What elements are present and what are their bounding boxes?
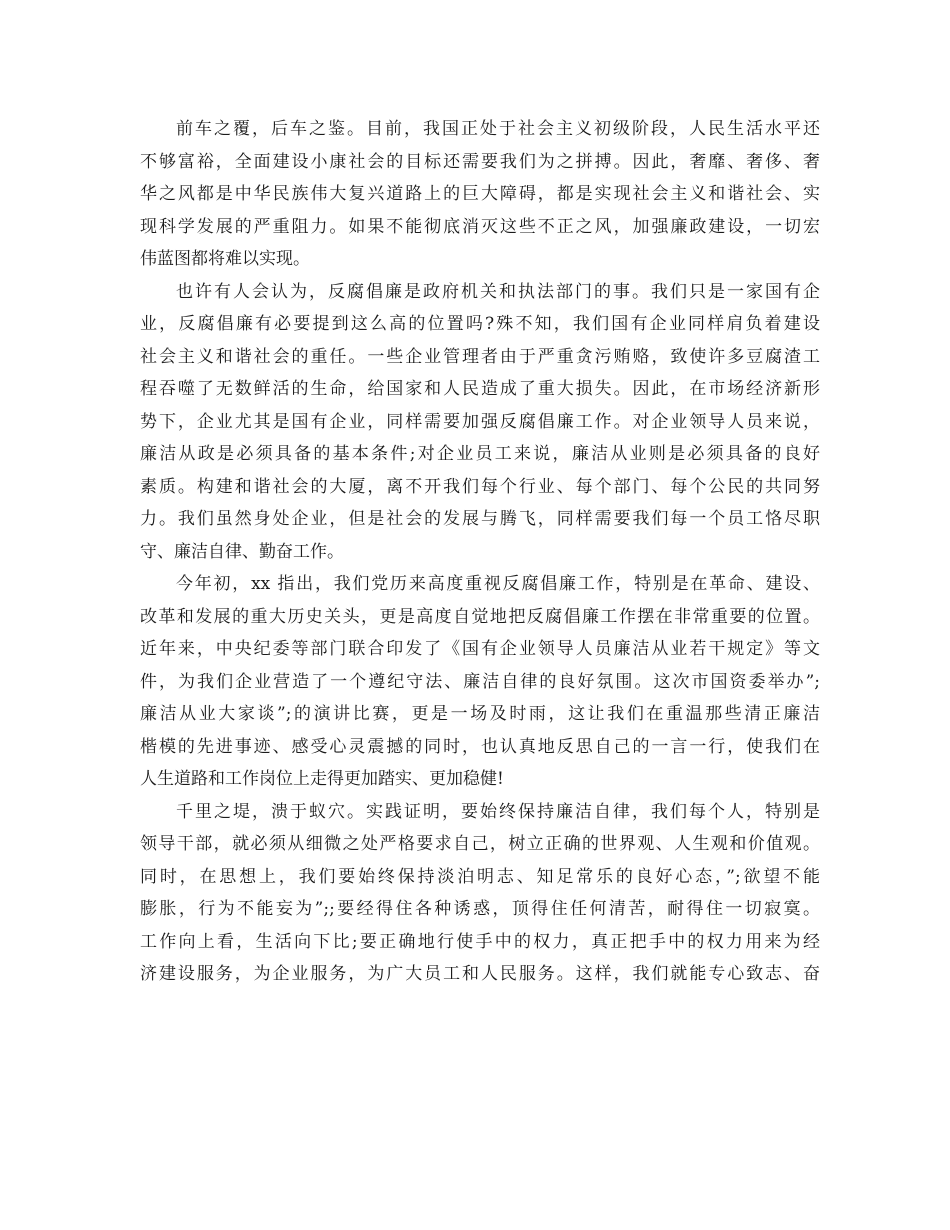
paragraph (140, 568, 820, 796)
text-line: 济建设服务，为企业服务，为广大员工和人民服务。这样，我们就能专心致志、奋 (140, 964, 820, 984)
text-line: 千里之堤，溃于蚁穴。实践证明，要始终保持廉洁自律，我们每个人，特别是 (176, 801, 820, 822)
text-line: 势下，企业尤其是国有企业，同样需要加强反腐倡廉工作。对企业领导人员来说， (140, 411, 820, 432)
text-line: 华之风都是中华民族伟大复兴道路上的巨大障碍，都是实现社会主义和谐社会、实 (140, 184, 820, 204)
text-line: 今年初，xx 指出，我们党历来高度重视反腐倡廉工作，特别是在革命、建设、 (176, 574, 820, 594)
text-line: 廉洁从政是必须具备的基本条件;对企业员工来说，廉洁从业则是必须具备的良好 (140, 444, 820, 464)
text-line: 同时，在思想上，我们要始终保持淡泊明志、知足常乐的良好心态，”;欲望不能 (140, 866, 820, 887)
text-line: 程吞噬了无数鲜活的生命，给国家和人民造成了重大损失。因此，在市场经济新形 (140, 379, 820, 399)
text-line: 工作向上看，生活向下比;要正确地行使手中的权力，真正把手中的权力用来为经 (140, 931, 820, 952)
paragraph (140, 796, 820, 991)
text-line: 力。我们虽然身处企业，但是社会的发展与腾飞，同样需要我们每一个员工恪尽职 (140, 509, 820, 529)
document-body (140, 113, 820, 991)
text-line: 楷模的先进事迹、感受心灵震撼的同时，也认真地反思自己的一言一行，使我们在 (140, 736, 820, 757)
text-line: 守、廉洁自律、勤奋工作。 (140, 541, 344, 562)
text-line: 现科学发展的严重阻力。如果不能彻底消灭这些不正之风，加强廉政建设，一切宏 (140, 216, 820, 237)
text-line: 伟蓝图都将难以实现。 (140, 249, 310, 269)
text-line: 领导干部，就必须从细微之处严格要求自己，树立正确的世界观、人生观和价值观。 (140, 834, 820, 854)
paragraph (140, 276, 820, 569)
text-line: 不够富裕，全面建设小康社会的目标还需要我们为之拼搏。因此，奢靡、奢侈、奢 (140, 151, 820, 172)
text-line: 膨胀，行为不能妄为”;;要经得住各种诱惑，顶得住任何清苦，耐得住一切寂寞。 (140, 899, 820, 919)
text-line: 近年来，中央纪委等部门联合印发了《国有企业领导人员廉洁从业若干规定》等文 (140, 639, 820, 659)
paragraph (140, 113, 820, 276)
text-line: 改革和发展的重大历史关头，更是高度自觉地把反腐倡廉工作摆在非常重要的位置。 (140, 606, 820, 627)
text-line: 素质。构建和谐社会的大厦，离不开我们每个行业、每个部门、每个公民的共同努 (140, 476, 820, 497)
text-line: 业，反腐倡廉有必要提到这么高的位置吗?殊不知，我们国有企业同样肩负着建设 (140, 314, 820, 334)
text-line: 社会主义和谐社会的重任。一些企业管理者由于严重贪污贿赂，致使许多豆腐渣工 (140, 346, 820, 367)
text-line: 也许有人会认为，反腐倡廉是政府机关和执法部门的事。我们只是一家国有企 (176, 281, 820, 302)
text-line: 前车之覆，后车之鉴。目前，我国正处于社会主义初级阶段，人民生活水平还 (176, 119, 820, 139)
text-line: 人生道路和工作岗位上走得更加踏实、更加稳健! (140, 769, 504, 789)
text-line: 廉洁从业大家谈”;的演讲比赛，更是一场及时雨，这让我们在重温那些清正廉洁 (140, 704, 820, 724)
text-line: 件，为我们企业营造了一个遵纪守法、廉洁自律的良好氛围。这次市国资委举办”; (140, 671, 820, 692)
